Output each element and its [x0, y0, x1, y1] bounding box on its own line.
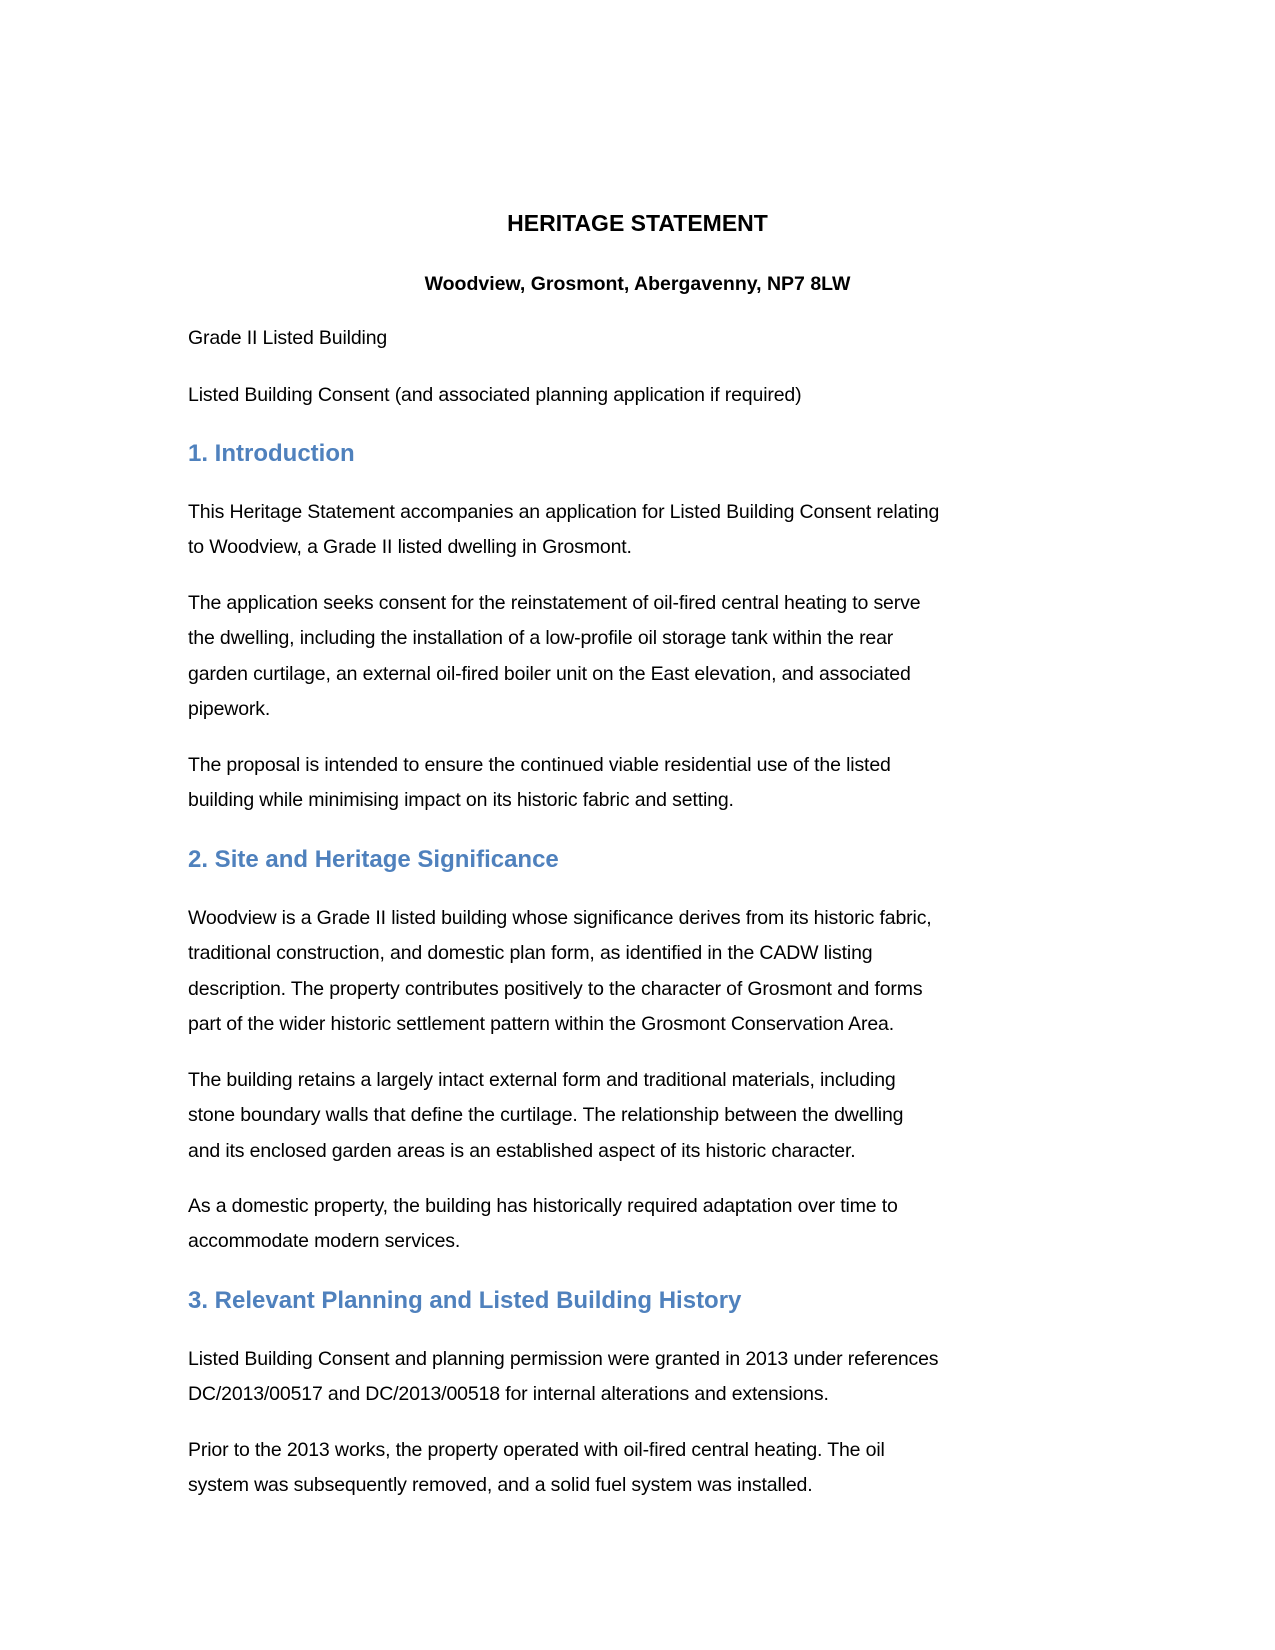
paragraph	[188, 1189, 1108, 1260]
paragraph-line: As a domestic property, the building has historically required adaptation over time to	[188, 1195, 898, 1217]
consent-line: Listed Building Consent (and associated planning application if required)	[188, 384, 802, 406]
paragraph-line: pipework.	[188, 697, 271, 720]
paragraph	[188, 1063, 1108, 1169]
section-heading-planning-history: 3. Relevant Planning and Listed Building History	[188, 1287, 742, 1314]
grade-line: Grade II Listed Building	[188, 327, 388, 349]
paragraph-line: The proposal is intended to ensure the continued viable residential use of the listed	[188, 754, 891, 776]
paragraph	[188, 748, 1108, 819]
document-subtitle: Woodview, Grosmont, Abergavenny, NP7 8LW	[424, 273, 851, 295]
section-heading-introduction: 1. Introduction	[188, 440, 355, 467]
paragraph-line: the dwelling, including the installation of a low-profile oil storage tank within the rear	[188, 627, 894, 650]
paragraph-line: accommodate modern services.	[188, 1230, 461, 1253]
paragraph	[188, 495, 1108, 566]
paragraph-line: to Woodview, a Grade II listed dwelling in Grosmont.	[188, 536, 632, 559]
paragraph-line: Woodview is a Grade II listed building whose significance derives from its historic fabric,	[188, 907, 932, 929]
paragraph-line: and its enclosed garden areas is an established aspect of its historic character.	[188, 1139, 856, 1162]
paragraph-line: DC/2013/00517 and DC/2013/00518 for internal alterations and extensions.	[188, 1383, 829, 1406]
paragraph-line: building while minimising impact on its historic fabric and setting.	[188, 789, 734, 812]
paragraph-line: Listed Building Consent and planning permission were granted in 2013 under references	[188, 1348, 939, 1370]
paragraph	[188, 901, 1108, 1042]
paragraph	[188, 586, 1108, 727]
paragraph-line: This Heritage Statement accompanies an application for Listed Building Consent relating	[188, 501, 940, 523]
section-heading-site-significance: 2. Site and Heritage Significance	[188, 846, 559, 873]
paragraph-line: The building retains a largely intact external form and traditional materials, including	[188, 1069, 896, 1091]
paragraph	[188, 1342, 1108, 1413]
paragraph-line: stone boundary walls that define the curtilage. The relationship between the dwelling	[188, 1104, 904, 1127]
paragraph-line: Prior to the 2013 works, the property operated with oil-fired central heating. The oil	[188, 1439, 885, 1461]
paragraph-line: traditional construction, and domestic plan form, as identified in the CADW listing	[188, 942, 873, 965]
paragraph-line: The application seeks consent for the reinstatement of oil-fired central heating to serve	[188, 592, 921, 614]
paragraph-line: system was subsequently removed, and a solid fuel system was installed.	[188, 1474, 813, 1497]
paragraph-line: garden curtilage, an external oil-fired boiler unit on the East elevation, and associated	[188, 662, 911, 685]
paragraph-line: part of the wider historic settlement pattern within the Grosmont Conservation Area.	[188, 1012, 894, 1035]
paragraph-line: description. The property contributes positively to the character of Grosmont and forms	[188, 977, 923, 1000]
document-title: HERITAGE STATEMENT	[507, 210, 768, 236]
paragraph	[188, 1433, 1108, 1504]
